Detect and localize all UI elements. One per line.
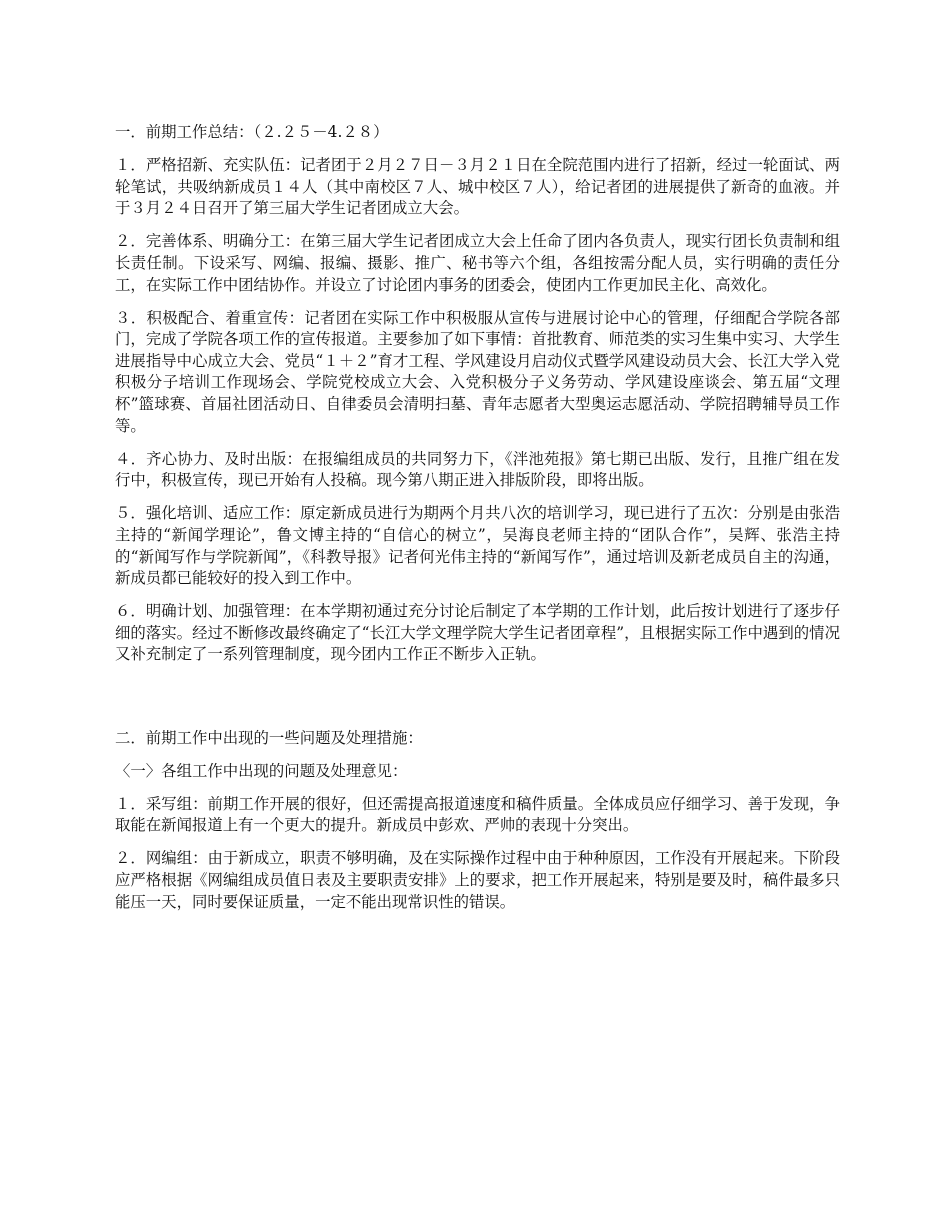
section1-item-6: ６．明确计划、加强管理：在本学期初通过充分讨论后制定了本学期的工作计划，此后按计划进行了逐步仔细的落实。经过不断修改最终确定了“长江大学文理学院大学生记者团章程”，且根据实际工作中遇到的情况又补充制定了一系列管理制度，现今团内工作正不断步入正轨。 (115, 602, 840, 664)
section1-item-2: ２．完善体系、明确分工：在第三届大学生记者团成立大会上任命了团内各负责人，现实行团长负责制和组长责任制。下设采写、网编、报编、摄影、推广、秘书等六个组，各组按需分配人员，实行明确的责任分工，在实际工作中团结协作。并设立了讨论团内事务的团委会，使团内工作更加民主化、高效化。 (115, 232, 840, 294)
section1-heading: 一．前期工作总结：（２.２５－4.２８） (115, 123, 389, 141)
section1-item-5: ５．强化培训、适应工作：原定新成员进行为期两个月共八次的培训学习，现已进行了五次：分别是由张浩主持的“新闻学理论”，鲁文博主持的“自信心的树立”，吴海良老师主持的“团队合作”，吴辉、张浩主持的“新闻写作与学院新闻”，《科教导报》记者何光伟主持的“新闻写作”，通过培训及新老成员自主的沟通，新成员都已能较好的投入到工作中。 (115, 504, 840, 588)
section2-subheading: 〈一〉各组工作中出现的问题及处理意见： (115, 761, 408, 780)
section-spacer (115, 678, 840, 728)
section1-item-3: ３．积极配合、着重宣传：记者团在实际工作中积极服从宣传与进展讨论中心的管理，仔细配合学院各部门，完成了学院各项工作的宣传报道。主要参加了如下事情：首批教育、师范类的实习生集中实习、大学生进展指导中心成立大会、党员“１＋２”育才工程、学风建设月启动仪式暨学风建设动员大会、长江大学入党积极分子培训工作现场会、学院党校成立大会、入党积极分子义务劳动、学风建设座谈会、第五届“文理杯”篮球赛、首届社团活动日、自律委员会清明扫墓、青年志愿者大型奥运志愿活动、学院招聘辅导员工作等。 (115, 308, 840, 435)
section1-item-1: １．严格招新、充实队伍：记者团于２月２７日－３月２１日在全院范围内进行了招新，经过一轮面试、两轮笔试，共吸纳新成员１４人（其中南校区７人、城中校区７人），给记者团的进展提供了新奇的血液。并于３月２４日召开了第三届大学生记者团成立大会。 (115, 156, 840, 218)
document-page (115, 122, 840, 925)
section1-item-4: ４．齐心协力、及时出版：在报编组成员的共同努力下，《泮池苑报》第七期已出版、发行，且推广组在发行中，积极宣传，现已开始有人投稿。现今第八期正进入排版阶段，即将出版。 (115, 449, 840, 490)
section2-item-1: １．采写组：前期工作开展的很好，但还需提高报道速度和稿件质量。全体成员应仔细学习、善于发现，争取能在新闻报道上有一个更大的提升。新成员中彭欢、严帅的表现十分突出。 (115, 794, 840, 835)
section2-heading: 二．前期工作中出现的一些问题及处理措施： (115, 728, 423, 747)
section2-item-2: ２．网编组：由于新成立，职责不够明确，及在实际操作过程中由于种种原因，工作没有开展起来。下阶段应严格根据《网编组成员值日表及主要职责安排》上的要求，把工作开展起来，特别是要及时，稿件最多只能压一天，同时要保证质量，一定不能出现常识性的错误。 (115, 849, 840, 911)
